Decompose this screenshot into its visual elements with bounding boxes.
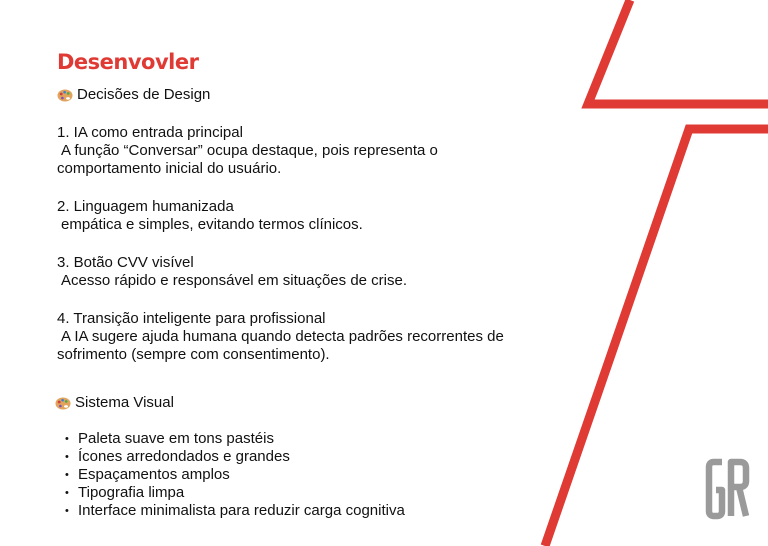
decision-item-desc-cont: sofrimento (sempre com consentimento). [57, 346, 330, 363]
section-decisoes-title: Decisões de Design [77, 86, 211, 103]
list-item-text: Tipografia limpa [78, 484, 185, 501]
decision-item-title: 2. Linguagem humanizada [57, 198, 234, 215]
list-item: • Tipografia limpa [65, 484, 185, 501]
list-item-text: Interface minimalista para reduzir carga cognitiva [78, 502, 405, 519]
decision-item-title: 4. Transição inteligente para profissional [57, 310, 326, 327]
visual-system-list [57, 430, 617, 520]
decision-item-title: 3. Botão CVV visível [57, 254, 194, 271]
decision-item-4 [57, 310, 617, 364]
artist-palette-icon [57, 89, 73, 102]
slide-content [57, 48, 617, 520]
section-sistema-heading [55, 394, 617, 412]
decision-item-1 [57, 124, 617, 178]
list-item: • Espaçamentos amplos [65, 466, 230, 483]
decision-item-3 [57, 254, 617, 290]
list-item-text: Paleta suave em tons pastéis [78, 430, 274, 447]
decision-item-desc: A função “Conversar” ocupa destaque, pois representa o [61, 142, 438, 159]
decision-item-2 [57, 198, 617, 234]
decision-item-desc: A IA sugere ajuda humana quando detecta padrões recorrentes de [61, 328, 504, 345]
list-item: • Paleta suave em tons pastéis [65, 430, 274, 447]
decision-item-desc: Acesso rápido e responsável em situações de crise. [61, 272, 408, 289]
decision-item-desc: empática e simples, evitando termos clínicos. [61, 216, 363, 233]
list-item-text: Ícones arredondados e grandes [78, 448, 290, 465]
artist-palette-icon [55, 397, 71, 410]
section-sistema-title: Sistema Visual [75, 394, 174, 411]
decision-item-desc-cont: comportamento inicial do usuário. [57, 160, 282, 177]
list-item: • Interface minimalista para reduzir carga cognitiva [65, 502, 405, 519]
page-title: Desenvovler [57, 50, 199, 74]
list-item: • Ícones arredondados e grandes [65, 448, 290, 465]
decision-item-title: 1. IA como entrada principal [57, 124, 243, 141]
list-item-text: Espaçamentos amplos [78, 466, 230, 483]
gr-monogram-logo [703, 454, 751, 524]
section-decisoes-heading [57, 86, 617, 104]
